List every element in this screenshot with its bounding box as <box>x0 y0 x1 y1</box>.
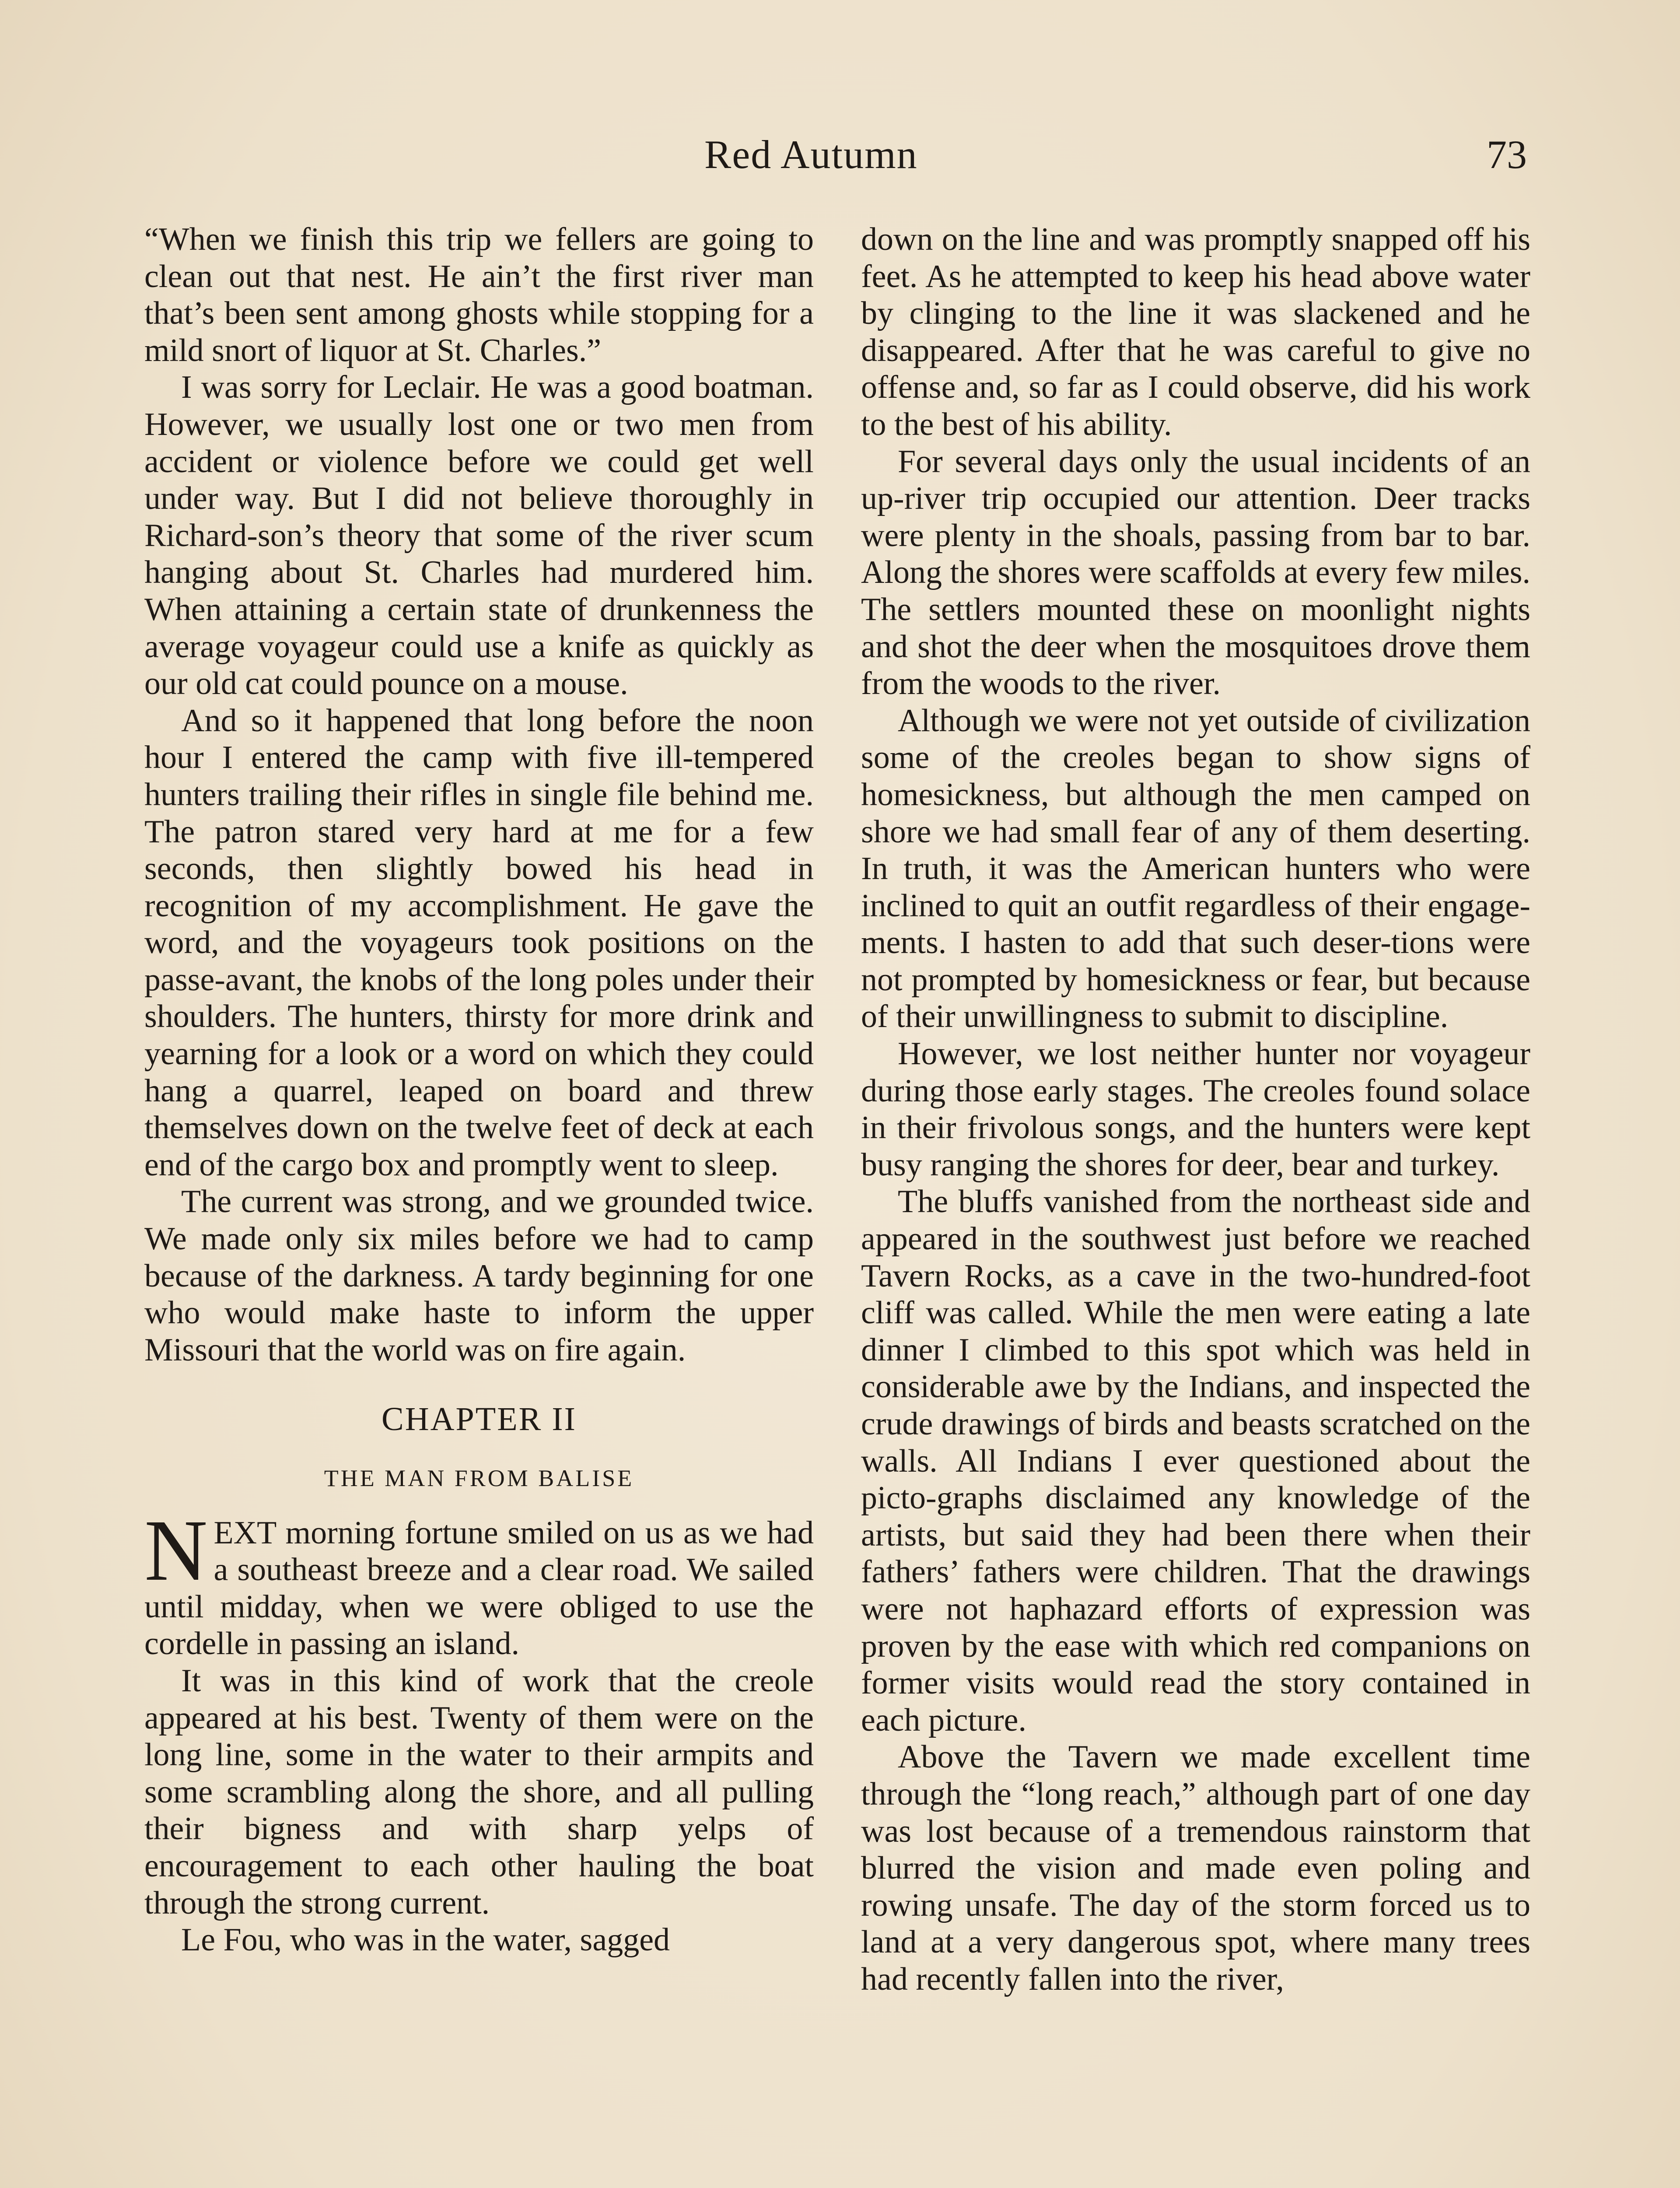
drop-cap: N <box>144 1502 208 1599</box>
paragraph: “When we finish this trip we fellers are going to clean out that nest. He ain’t the first river man that’s been sent among ghosts while stopping for a mild snort of liquor at St. Charles.” <box>144 221 814 368</box>
paragraph: Although we were not yet outside of civilization some of the creoles began to show signs of homesickness, but although the men camped on shore we had small fear of any of them deserting. In truth, it was the American hunters who were inclined to quit an outfit regardless of their engage-ments. I hasten to add that such deser-tions were not prompted by homesickness or fear, but because of their unwillingness to submit to discipline. <box>861 702 1530 1035</box>
paragraph: The bluffs vanished from the northeast side and appeared in the southwest just before we reached Tavern Rocks, as a cave in the two-hundred-foot cliff was called. While the men were eating a late dinner I climbed to this spot which was held in considerable awe by the Indians, and inspected the crude drawings of birds and beasts scratched on the walls. All Indians I ever questioned about the picto-graphs disclaimed any knowledge of the artists, but said they had been there when their fathers’ fathers were children. That the drawings were not haphazard efforts of expression was proven by the ease with which red companions on former visits would read the story contained in each picture. <box>861 1184 1530 1738</box>
paragraph: down on the line and was promptly snapped off his feet. As he attempted to keep his head above water by clinging to the line it was slackened and he disappeared. After that he was careful to give no offense and, so far as I could observe, did his work to the best of his ability. <box>861 221 1530 442</box>
page-number: 73 <box>1487 132 1527 177</box>
paragraph-text: EXT morning fortune smiled on us as we had a southeast breeze and a clear road. We sailed until midday, when we were obliged to use the cordelle in passing an island. <box>144 1515 814 1662</box>
right-column <box>861 221 1530 1998</box>
chapter-opening-paragraph <box>144 1502 814 1662</box>
paragraph: However, we lost neither hunter nor voyageur during those early stages. The creoles found solace in their frivolous songs, and the hunters were kept busy ranging the shores for deer, bear and turkey. <box>861 1036 1530 1183</box>
paragraph: I was sorry for Leclair. He was a good boatman. However, we usually lost one or two men from accident or violence before we could get well under way. But I did not believe thoroughly in Richard-son’s theory that some of the river scum hanging about St. Charles had murdered him. When attaining a certain state of drunkenness the average voyageur could use a knife as quickly as our old cat could pounce on a mouse. <box>144 369 814 702</box>
chapter-title: THE MAN FROM BALISE <box>324 1465 634 1491</box>
paragraph: Above the Tavern we made excellent time through the “long reach,” although part of one day was lost because of a tremendous rainstorm that blurred the vision and made even poling and rowing unsafe. The day of the storm forced us to land at a very dangerous spot, where many trees had recently fallen into the river, <box>861 1739 1530 1997</box>
running-head <box>0 131 1680 188</box>
left-column <box>144 221 814 1959</box>
paragraph: Le Fou, who was in the water, sagged <box>181 1922 670 1958</box>
paragraph: For several days only the usual incidents of an up-river trip occupied our attention. Deer tracks were plenty in the shoals, passing from bar to bar. Along the shores were scaffolds at every few miles. The settlers mounted these on moonlight nights and shot the deer when the mosquitoes drove them from the woods to the river. <box>861 443 1530 702</box>
running-title: Red Autumn <box>704 132 918 177</box>
chapter-number: CHAPTER II <box>382 1401 577 1438</box>
paragraph: It was in this kind of work that the creole appeared at his best. Twenty of them were on the long line, some in the water to their armpits and some scrambling along the shore, and all pulling their bigness and with sharp yelps of encouragement to each other hauling the boat through the strong current. <box>144 1662 814 1921</box>
paragraph: The current was strong, and we grounded twice. We made only six miles before we had to camp because of the darkness. A tardy beginning for one who would make haste to inform the upper Missouri that the world was on fire again. <box>144 1184 814 1368</box>
paragraph: And so it happened that long before the noon hour I entered the camp with five ill-tempered hunters trailing their rifles in single file behind me. The patron stared very hard at me for a few seconds, then slightly bowed his head in recognition of my accomplishment. He gave the word, and the voyageurs took positions on the passe-avant, the knobs of the long poles under their shoulders. The hunters, thirsty for more drink and yearning for a look or a word on which they could hang a quarrel, leaped on board and threw themselves down on the twelve feet of deck at each end of the cargo box and promptly went to sleep. <box>144 702 814 1183</box>
